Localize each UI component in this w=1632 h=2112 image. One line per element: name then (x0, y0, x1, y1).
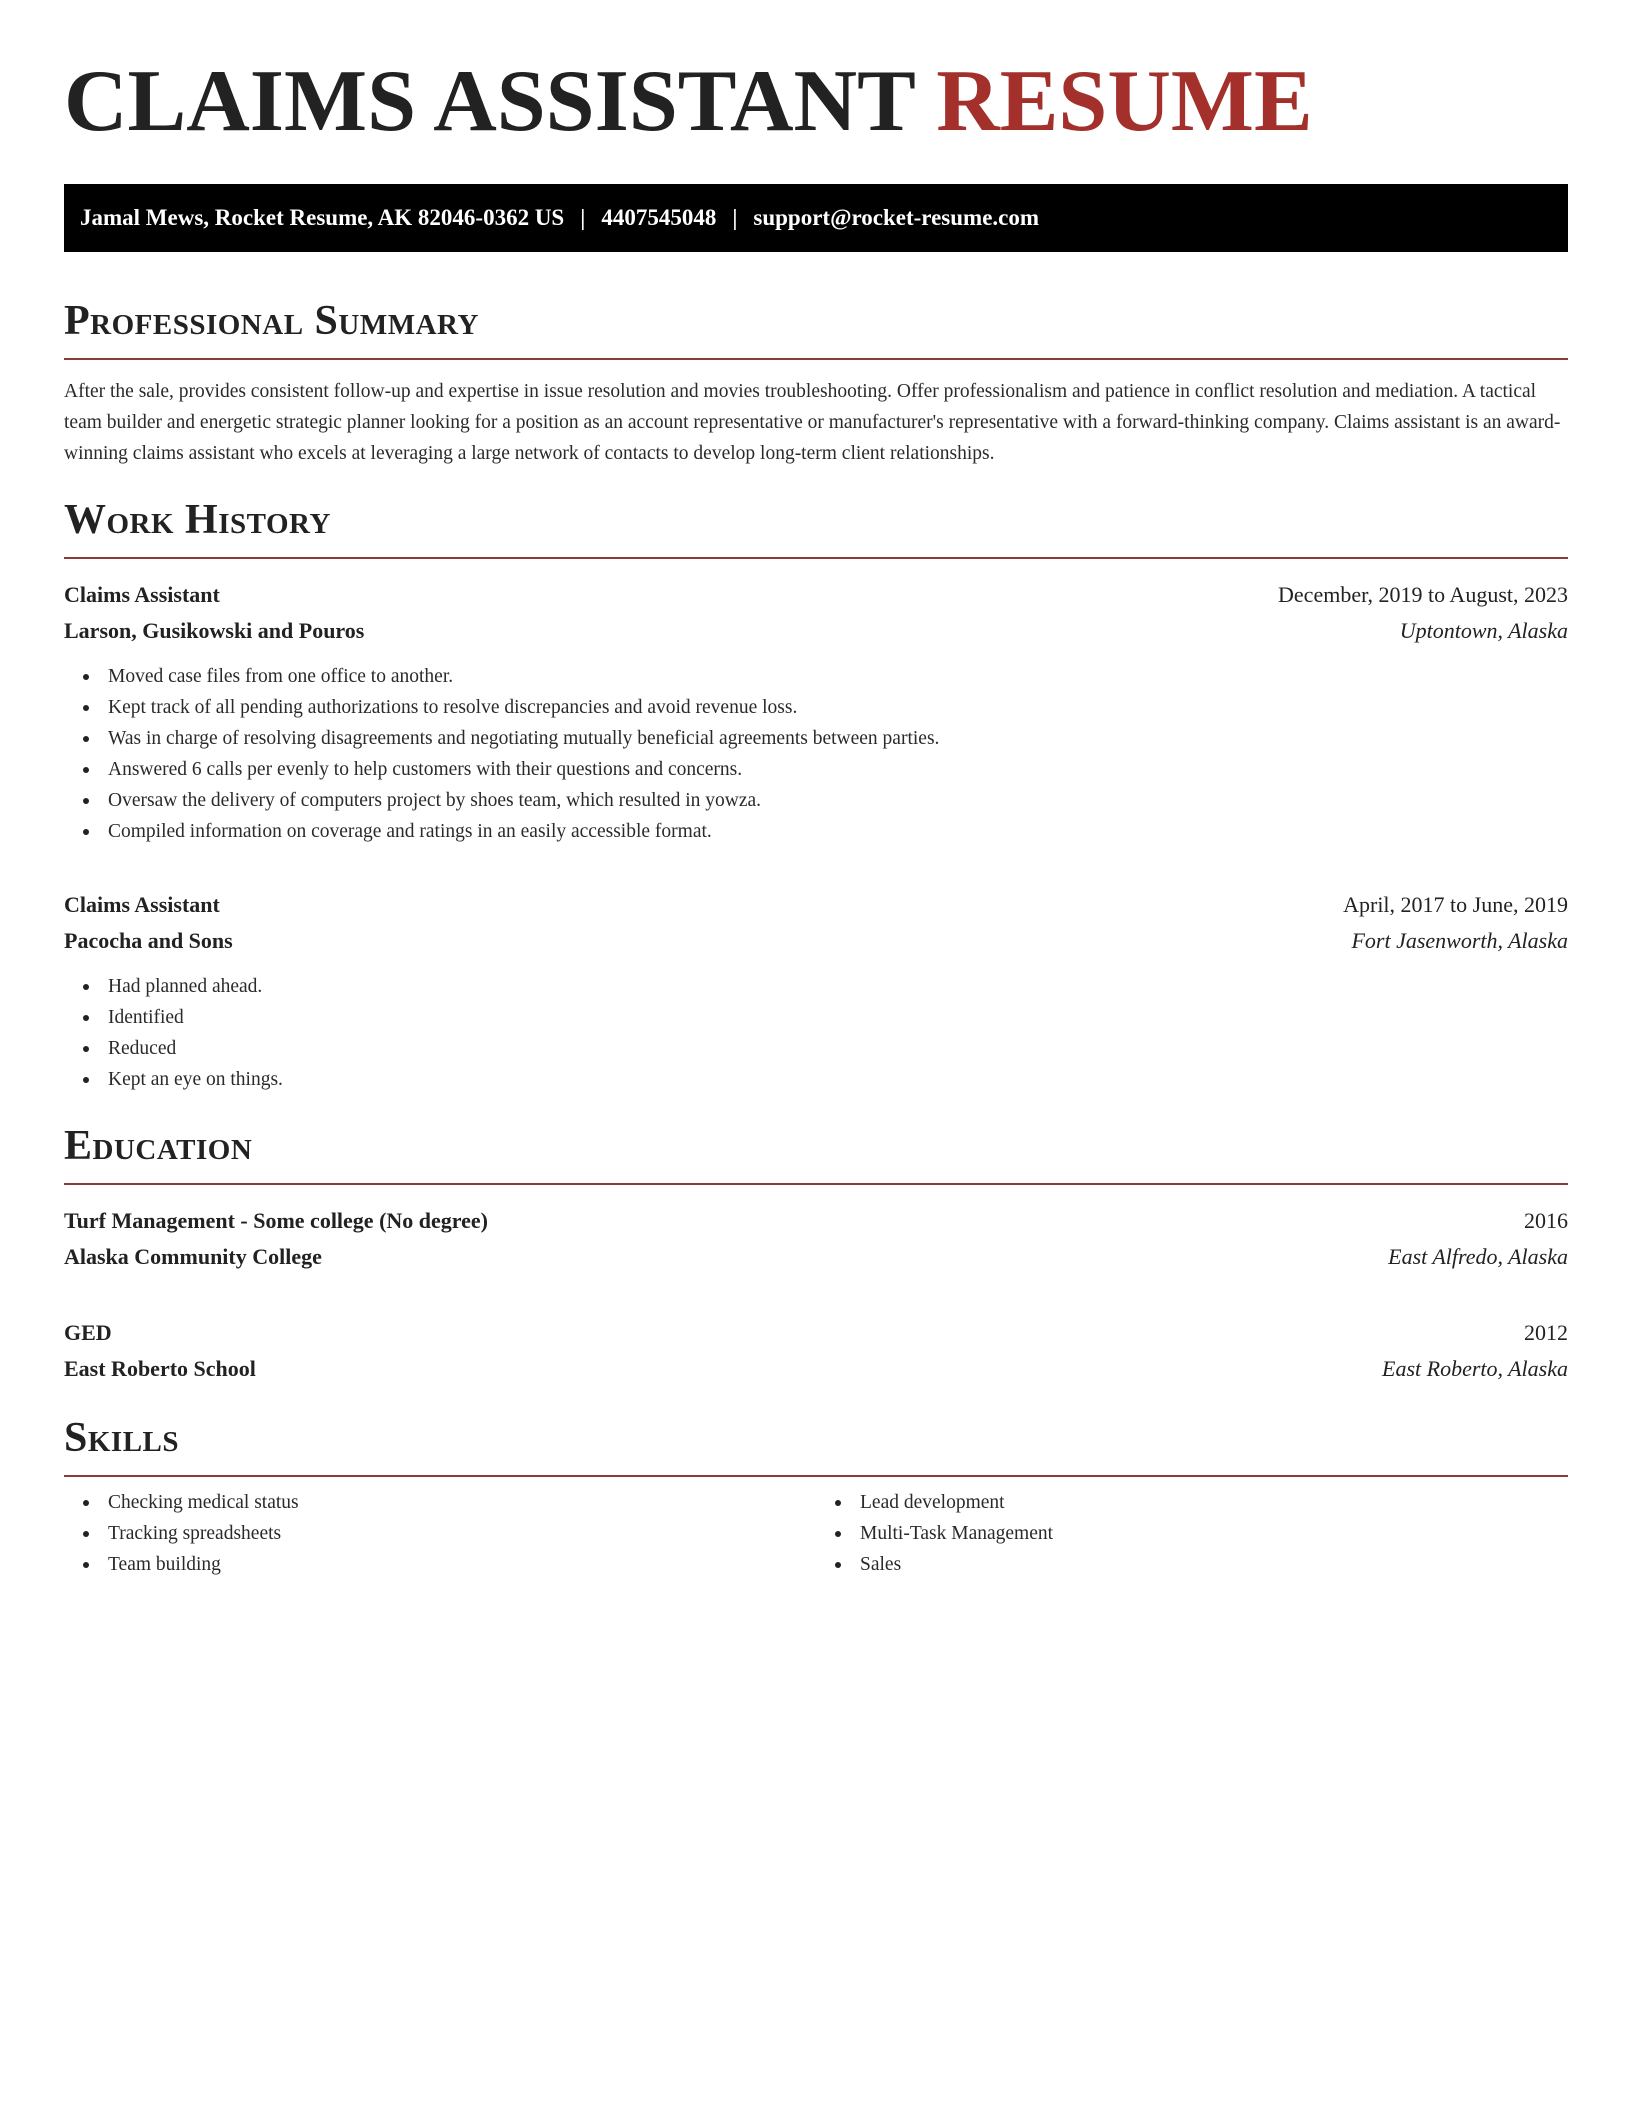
section-divider (64, 358, 1568, 360)
skill-item: Lead development (860, 1487, 1568, 1518)
skill-item: Sales (860, 1549, 1568, 1580)
section-divider (64, 1183, 1568, 1185)
job-bullet: Compiled information on coverage and ratings in an easily accessible format. (108, 816, 1568, 847)
education-location: East Roberto, Alaska (1382, 1356, 1568, 1381)
job-bullet: Had planned ahead. (108, 971, 1568, 1002)
skills-column-left (64, 1487, 816, 1580)
education-year: 2016 (1524, 1208, 1568, 1233)
education-degree: Turf Management - Some college (No degree) (64, 1208, 489, 1233)
education-entry (64, 1203, 1568, 1275)
skill-item: Team building (108, 1549, 816, 1580)
job-bullet: Kept an eye on things. (108, 1064, 1568, 1095)
skill-item: Multi-Task Management (860, 1518, 1568, 1549)
contact-separator: | (580, 205, 586, 230)
job-entry (64, 577, 1568, 847)
section-divider (64, 557, 1568, 559)
section-divider (64, 1475, 1568, 1477)
education-degree: GED (64, 1320, 112, 1345)
work-history-heading: Work History (64, 497, 331, 543)
education-school-row (64, 1351, 1568, 1387)
skills-list (64, 1487, 1568, 1580)
education-school: Alaska Community College (64, 1244, 322, 1269)
skills-heading: Skills (64, 1415, 180, 1461)
job-company-row (64, 613, 1568, 649)
job-bullet: Answered 6 calls per evenly to help customers with their questions and concerns. (108, 754, 1568, 785)
job-location: Uptontown, Alaska (1399, 618, 1568, 643)
contact-email: support@rocket-resume.com (753, 205, 1040, 230)
education-school: East Roberto School (64, 1356, 256, 1381)
education-entry (64, 1315, 1568, 1387)
job-bullet: Identified (108, 1002, 1568, 1033)
job-bullet: Oversaw the delivery of computers project by shoes team, which resulted in yowza. (108, 785, 1568, 816)
education-location: East Alfredo, Alaska (1388, 1244, 1568, 1269)
summary-heading: Professional Summary (64, 298, 479, 344)
skill-item: Tracking spreadsheets (108, 1518, 816, 1549)
contact-address: Jamal Mews, Rocket Resume, AK 82046-0362 US (80, 205, 565, 230)
job-company-row (64, 923, 1568, 959)
education-degree-row (64, 1315, 1568, 1351)
education-degree-row (64, 1203, 1568, 1239)
job-location: Fort Jasenworth, Alaska (1351, 928, 1568, 953)
job-title: Claims Assistant (64, 892, 220, 917)
job-dates: April, 2017 to June, 2019 (1343, 892, 1568, 917)
job-bullet: Was in charge of resolving disagreements and negotiating mutually beneficial agreements between parties. (108, 723, 1568, 754)
title-accent: RESUME (936, 53, 1313, 150)
job-bullets (64, 971, 1568, 1095)
resume-title (64, 53, 1568, 150)
education-year: 2012 (1524, 1320, 1568, 1345)
skills-column-right (816, 1487, 1568, 1580)
skill-item: Checking medical status (108, 1487, 816, 1518)
job-bullet: Kept track of all pending authorizations to resolve discrepancies and avoid revenue loss. (108, 692, 1568, 723)
job-entry (64, 887, 1568, 1095)
summary-text: After the sale, provides consistent follow-up and expertise in issue resolution and movies troubleshooting. Offer professionalism and patience in conflict resolution and mediation. A tactical team builder and energetic strategic planner looking for a position as an account representative or manufacturer's representative with a forward-thinking company. Claims assistant is an award-winning claims assistant who excels at leveraging a large network of contacts to develop long-term client relationships. (64, 381, 1561, 464)
job-title: Claims Assistant (64, 582, 220, 607)
contact-separator: | (732, 205, 738, 230)
contact-bar (64, 184, 1568, 252)
job-dates: December, 2019 to August, 2023 (1278, 582, 1568, 607)
job-company: Pacocha and Sons (64, 928, 233, 953)
job-bullet: Reduced (108, 1033, 1568, 1064)
job-header-row (64, 577, 1568, 613)
job-bullets (64, 661, 1568, 847)
education-heading: Education (64, 1123, 253, 1169)
job-company: Larson, Gusikowski and Pouros (64, 618, 365, 643)
job-bullet: Moved case files from one office to another. (108, 661, 1568, 692)
education-school-row (64, 1239, 1568, 1275)
job-header-row (64, 887, 1568, 923)
contact-phone: 4407545048 (601, 205, 717, 230)
title-main: CLAIMS ASSISTANT (64, 53, 915, 150)
